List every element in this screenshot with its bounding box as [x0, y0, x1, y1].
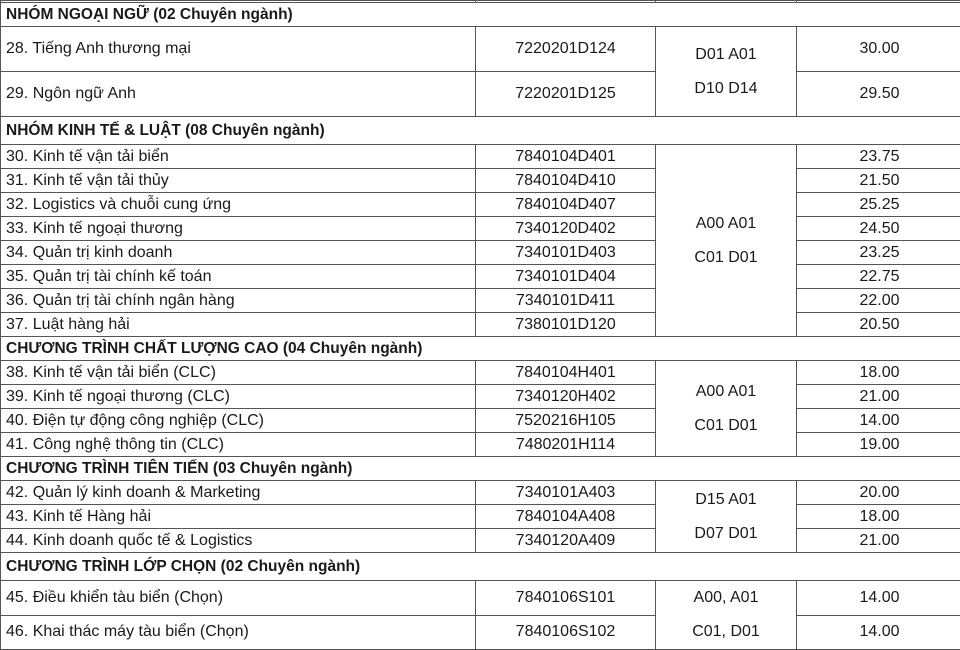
admission-score: 23.25	[797, 241, 960, 265]
admission-score: 22.75	[797, 265, 960, 289]
major-name: 39. Kinh tế ngoại thương (CLC)	[1, 385, 476, 409]
table-row	[1, 193, 960, 217]
combo-line: C01 D01	[656, 241, 796, 275]
major-code: 7840104A408	[476, 505, 656, 529]
major-name: 35. Quản trị tài chính kế toán	[1, 265, 476, 289]
major-name: 46. Khai thác máy tàu biển (Chọn)	[1, 615, 476, 650]
admission-score: 18.00	[797, 505, 960, 529]
major-name: 30. Kinh tế vận tải biển	[1, 145, 476, 169]
group-title: CHƯƠNG TRÌNH CHẤT LƯỢNG CAO (04 Chuyên ngành)	[1, 337, 960, 361]
group-header	[1, 553, 960, 581]
major-code: 7340101A403	[476, 481, 656, 505]
major-code: 7220201D125	[476, 72, 656, 117]
admission-score: 21.50	[797, 169, 960, 193]
major-name: 36. Quản trị tài chính ngân hàng	[1, 289, 476, 313]
table-row	[1, 241, 960, 265]
group-title: CHƯƠNG TRÌNH LỚP CHỌN (02 Chuyên ngành)	[1, 553, 960, 581]
admission-score: 20.00	[797, 481, 960, 505]
major-name: 45. Điều khiển tàu biển (Chọn)	[1, 581, 476, 616]
table-row	[1, 72, 960, 117]
major-name: 43. Kinh tế Hàng hải	[1, 505, 476, 529]
combo-line: D07 D01	[656, 517, 796, 551]
major-name: 41. Công nghệ thông tin (CLC)	[1, 433, 476, 457]
table-row	[1, 409, 960, 433]
group-header	[1, 3, 960, 27]
major-name: 38. Kinh tế vận tải biển (CLC)	[1, 361, 476, 385]
table-row	[1, 169, 960, 193]
major-code: 7840104H401	[476, 361, 656, 385]
major-code: 7840104D407	[476, 193, 656, 217]
major-code: 7340120A409	[476, 529, 656, 553]
admission-score: 21.00	[797, 529, 960, 553]
major-code: 7480201H114	[476, 433, 656, 457]
major-code: 7840106S102	[476, 615, 656, 650]
group-header	[1, 337, 960, 361]
admission-score: 24.50	[797, 217, 960, 241]
group-title: NHÓM NGOẠI NGỮ (02 Chuyên ngành)	[1, 3, 960, 27]
table-row	[1, 361, 960, 385]
major-code: 7520216H105	[476, 409, 656, 433]
table-row	[1, 505, 960, 529]
table-row	[1, 581, 960, 616]
admission-score: 14.00	[797, 615, 960, 650]
major-name: 44. Kinh doanh quốc tế & Logistics	[1, 529, 476, 553]
major-name: 42. Quản lý kinh doanh & Marketing	[1, 481, 476, 505]
group-title: NHÓM KINH TẾ & LUẬT (08 Chuyên ngành)	[1, 117, 960, 145]
table-row	[1, 217, 960, 241]
admission-score: 19.00	[797, 433, 960, 457]
table-row	[1, 385, 960, 409]
combo-line: D15 A01	[656, 483, 796, 517]
admission-score: 30.00	[797, 27, 960, 72]
major-code: 7840104D401	[476, 145, 656, 169]
group-title: CHƯƠNG TRÌNH TIÊN TIẾN (03 Chuyên ngành)	[1, 457, 960, 481]
table-row	[1, 433, 960, 457]
subject-combination	[656, 481, 797, 553]
combo-line: A00 A01	[656, 375, 796, 409]
major-code: 7340120H402	[476, 385, 656, 409]
subject-combination	[656, 145, 797, 337]
group-header	[1, 457, 960, 481]
major-name: 34. Quản trị kinh doanh	[1, 241, 476, 265]
combo-line: D01 A01	[656, 38, 796, 72]
table-row	[1, 529, 960, 553]
admission-score: 23.75	[797, 145, 960, 169]
admission-score: 14.00	[797, 409, 960, 433]
major-name: 29. Ngôn ngữ Anh	[1, 72, 476, 117]
combo-line: A00, A01	[656, 581, 796, 615]
major-code: 7840106S101	[476, 581, 656, 616]
group-header	[1, 117, 960, 145]
table-row	[1, 481, 960, 505]
major-code: 7220201D124	[476, 27, 656, 72]
table-row	[1, 27, 960, 72]
major-code: 7380101D120	[476, 313, 656, 337]
subject-combination	[656, 361, 797, 457]
combo-line: C01, D01	[656, 615, 796, 649]
major-code: 7840104D410	[476, 169, 656, 193]
admission-score: 21.00	[797, 385, 960, 409]
combo-line: D10 D14	[656, 72, 796, 106]
major-name: 37. Luật hàng hải	[1, 313, 476, 337]
major-name: 32. Logistics và chuỗi cung ứng	[1, 193, 476, 217]
table-row	[1, 615, 960, 650]
major-code: 7340101D404	[476, 265, 656, 289]
admission-score: 22.00	[797, 289, 960, 313]
table-row	[1, 265, 960, 289]
major-name: 28. Tiếng Anh thương mại	[1, 27, 476, 72]
combo-line: A00 A01	[656, 207, 796, 241]
table-row	[1, 289, 960, 313]
major-name: 31. Kinh tế vận tải thủy	[1, 169, 476, 193]
major-code: 7340101D411	[476, 289, 656, 313]
admission-score: 18.00	[797, 361, 960, 385]
admission-score: 20.50	[797, 313, 960, 337]
major-code: 7340120D402	[476, 217, 656, 241]
major-code: 7340101D403	[476, 241, 656, 265]
table-row	[1, 145, 960, 169]
admission-score: 29.50	[797, 72, 960, 117]
admission-score: 14.00	[797, 581, 960, 616]
major-name: 40. Điện tự động công nghiệp (CLC)	[1, 409, 476, 433]
subject-combination	[656, 27, 797, 117]
subject-combination	[656, 581, 797, 650]
major-name: 33. Kinh tế ngoại thương	[1, 217, 476, 241]
admission-score: 25.25	[797, 193, 960, 217]
table-row	[1, 313, 960, 337]
combo-line: C01 D01	[656, 409, 796, 443]
